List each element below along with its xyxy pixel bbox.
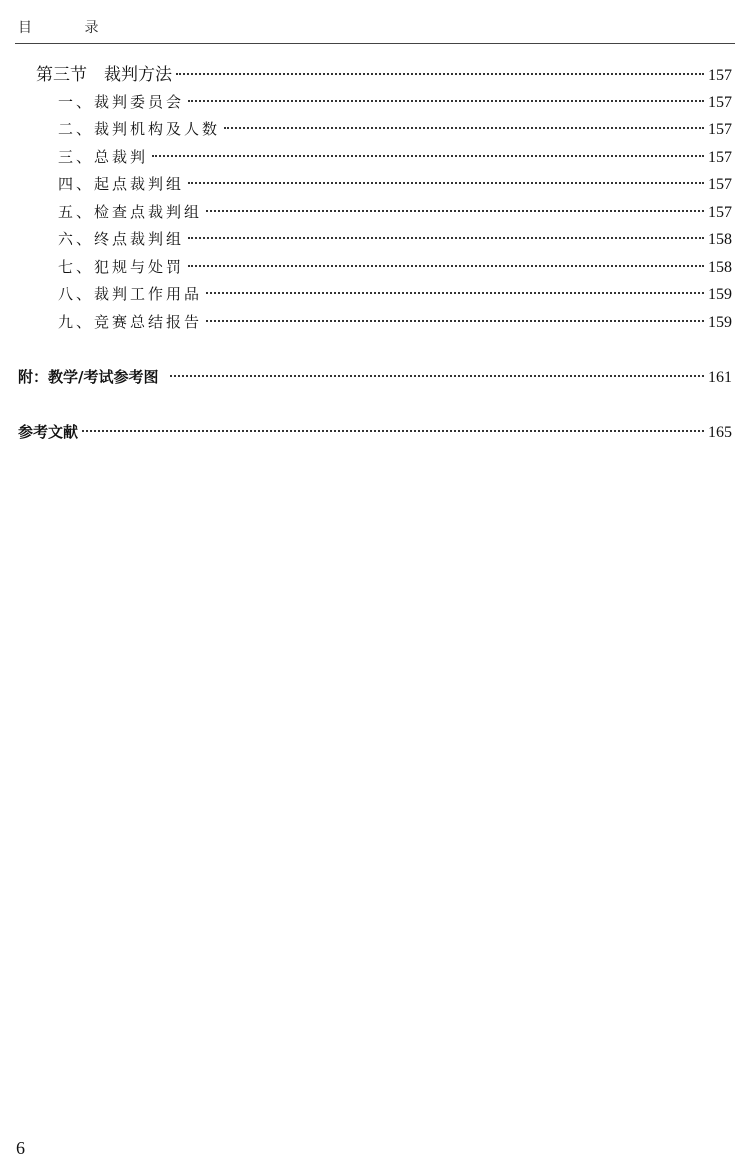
toc-section-page: 157 [708,67,732,84]
toc-item-row[interactable] [58,281,732,307]
toc-section-title: 第三节 裁判方法 [36,65,172,85]
dot-leader [152,155,704,157]
toc-item-title: 三、总裁判 [58,148,149,166]
toc-item-title: 二、裁判机构及人数 [58,120,221,138]
dot-leader [188,100,704,102]
page-number: 6 [16,1138,25,1158]
toc-references-title: 参考文献 [18,423,79,441]
toc-section-row[interactable] [36,62,732,88]
toc-item-title: 八、裁判工作用品 [58,285,203,303]
toc-appendix-row[interactable] [18,364,732,390]
toc-item-row[interactable] [58,89,732,115]
toc-item-title: 五、检查点裁判组 [58,203,203,221]
dot-leader [206,210,704,212]
toc-item-page: 157 [708,204,732,221]
dot-leader [206,320,704,322]
dot-leader [82,430,704,432]
running-head: 目 录 [18,20,123,36]
toc-appendix-title: 附：教学/考试参考图 [18,368,159,386]
dot-leader [206,292,704,294]
toc-item-page: 159 [708,314,732,331]
toc-item-title: 一、裁判委员会 [58,93,185,111]
toc-item-page: 158 [708,231,732,248]
toc-item-row[interactable] [58,226,732,252]
toc-references-row[interactable] [18,419,732,445]
toc-item-page: 157 [708,121,732,138]
dot-leader [224,127,704,129]
toc-item-page: 158 [708,259,732,276]
toc-item-row[interactable] [58,309,732,335]
toc-item-page: 157 [708,176,732,193]
toc-item-title: 七、犯规与处罚 [58,258,185,276]
toc-item-page: 157 [708,149,732,166]
dot-leader [188,265,704,267]
dot-leader [188,237,704,239]
toc-item-title: 九、竞赛总结报告 [58,313,203,331]
toc-item-page: 159 [708,286,732,303]
toc-appendix-page: 161 [708,369,732,386]
dot-leader [188,182,704,184]
toc-item-page: 157 [708,94,732,111]
dot-leader [176,73,704,75]
toc-item-title: 四、起点裁判组 [58,175,185,193]
dot-leader [170,375,704,377]
toc-item-row[interactable] [58,254,732,280]
header-rule [15,43,735,44]
toc-item-row[interactable] [58,116,732,142]
toc-references-page: 165 [708,424,732,441]
toc-item-row[interactable] [58,171,732,197]
toc-item-row[interactable] [58,144,732,170]
toc-item-title: 六、终点裁判组 [58,230,185,248]
toc-item-row[interactable] [58,199,732,225]
